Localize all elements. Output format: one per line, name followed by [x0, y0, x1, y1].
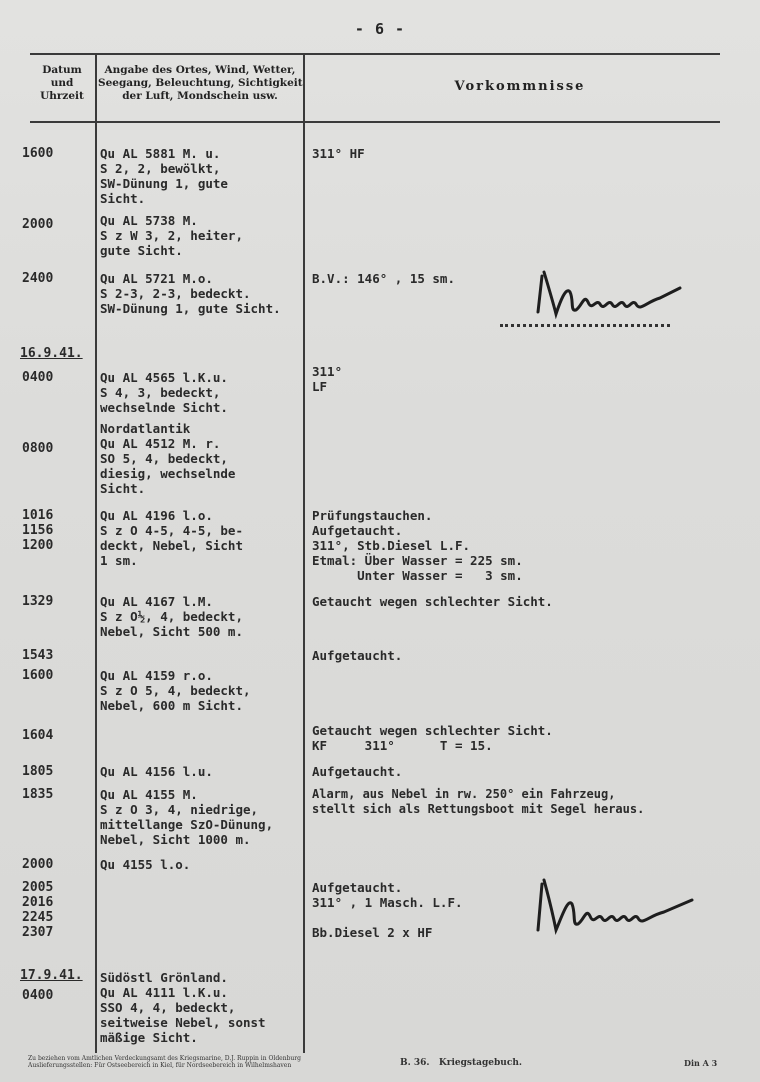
header-top-rule	[30, 53, 720, 55]
entry-time: 0400	[22, 988, 54, 1003]
entry-event: Alarm, aus Nebel in rw. 250° ein Fahrzeug, stellt sich als Rettungsboot mit Segel heraus.	[312, 787, 645, 816]
entry-event: B.V.: 146° , 15 sm.	[312, 271, 455, 286]
entry-event: Getaucht wegen schlechter Sicht.	[312, 594, 553, 609]
footer-form-name: B. 36. Kriegstagebuch.	[400, 1058, 523, 1068]
entry-location: Qu AL 4196 l.o. S z O 4-5, 4-5, be- deckt, Nebel, Sicht 1 sm.	[100, 508, 243, 568]
header-bottom-rule	[30, 121, 720, 123]
column-rule-1	[95, 53, 97, 1053]
entry-location: Qu AL 4156 l.u.	[100, 764, 213, 779]
entry-time: 2005 2016 2245 2307	[22, 880, 54, 940]
entry-location: Qu AL 5721 M.o. S 2-3, 2-3, bedeckt. SW-Dünung 1, gute Sicht.	[100, 271, 281, 316]
entry-time: 1805	[22, 764, 54, 779]
entry-event: Prüfungstauchen. Aufgetaucht. 311°, Stb.Diesel L.F. Etmal: Über Wasser = 225 sm. Unter Wasser = 3 sm.	[312, 508, 523, 583]
entry-event: Aufgetaucht.	[312, 764, 403, 779]
entry-time: 2000	[22, 217, 54, 232]
entry-time: 0800	[22, 441, 54, 456]
commander-signature	[524, 872, 704, 942]
page-number: - 6 -	[354, 20, 406, 38]
entry-time: 0400	[22, 370, 54, 385]
entry-location: Qu AL 4155 M. S z O 3, 4, niedrige, mittellange SzO-Dünung, Nebel, Sicht 1000 m.	[100, 787, 274, 847]
entry-location: Qu AL 4167 l.M. S z O½, 4, bedeckt, Nebel, Sicht 500 m.	[100, 594, 243, 639]
signature-dotted-line	[500, 324, 670, 327]
commander-signature	[520, 262, 690, 326]
entry-time: 1543	[22, 648, 54, 663]
entry-location: Qu AL 4159 r.o. S z O 5, 4, bedeckt, Nebel, 600 m Sicht.	[100, 668, 251, 713]
entry-event: 311° HF	[312, 146, 365, 161]
entry-event: Getaucht wegen schlechter Sicht. KF 311° T = 15.	[312, 723, 553, 753]
footer-publisher-note: Zu beziehen vom Amtlichen Verdeckungsamt des Kriegsmarine, D.J. Ruppin in Oldenburg Auslieferungsstellen: Für Ostseebereich in Kiel, für Nordseebereich in Wilhelmshaven	[28, 1055, 301, 1069]
entry-location: Qu AL 4565 l.K.u. S 4, 3, bedeckt, wechselnde Sicht.	[100, 370, 228, 415]
entry-time: 2400	[22, 271, 54, 286]
entry-time: 1604	[22, 728, 54, 743]
entry-time: 1016 1156 1200	[22, 508, 54, 553]
entry-location: Qu AL 5881 M. u. S 2, 2, bewölkt, SW-Dünung 1, gute Sicht.	[100, 146, 228, 206]
entry-location: Nordatlantik Qu AL 4512 M. r. SO 5, 4, bedeckt, diesig, wechselnde Sicht.	[100, 421, 236, 496]
header-location-weather: Angabe des Ortes, Wind, Wetter, Seegang, Beleuchtung, Sichtigkeit der Luft, Mondschein usw.	[98, 64, 303, 102]
footer-paper-size: Din A 3	[684, 1058, 718, 1068]
entry-time: 1329	[22, 594, 54, 609]
entry-event: Aufgetaucht. 311° , 1 Masch. L.F. Bb.Diesel 2 x HF	[312, 880, 463, 940]
header-events: Vorkommnisse	[454, 79, 586, 94]
entry-time: 1835	[22, 787, 54, 802]
column-rule-2	[303, 53, 305, 1053]
entry-date: 16.9.41.	[20, 346, 83, 361]
entry-time: 1600	[22, 146, 54, 161]
entry-location: Qu 4155 l.o.	[100, 857, 191, 872]
entry-event: Aufgetaucht.	[312, 648, 403, 663]
entry-location: Südöstl Grönland. Qu AL 4111 l.K.u. SSO 4, 4, bedeckt, seitweise Nebel, sonst mäßige Sicht.	[100, 970, 266, 1045]
entry-time: 2000	[22, 857, 54, 872]
entry-date: 17.9.41.	[20, 968, 83, 983]
entry-time: 1600	[22, 668, 54, 683]
header-date-time: Datum und Uhrzeit	[40, 64, 84, 102]
entry-location: Qu AL 5738 M. S z W 3, 2, heiter, gute Sicht.	[100, 213, 243, 258]
entry-event: 311° LF	[312, 364, 343, 394]
